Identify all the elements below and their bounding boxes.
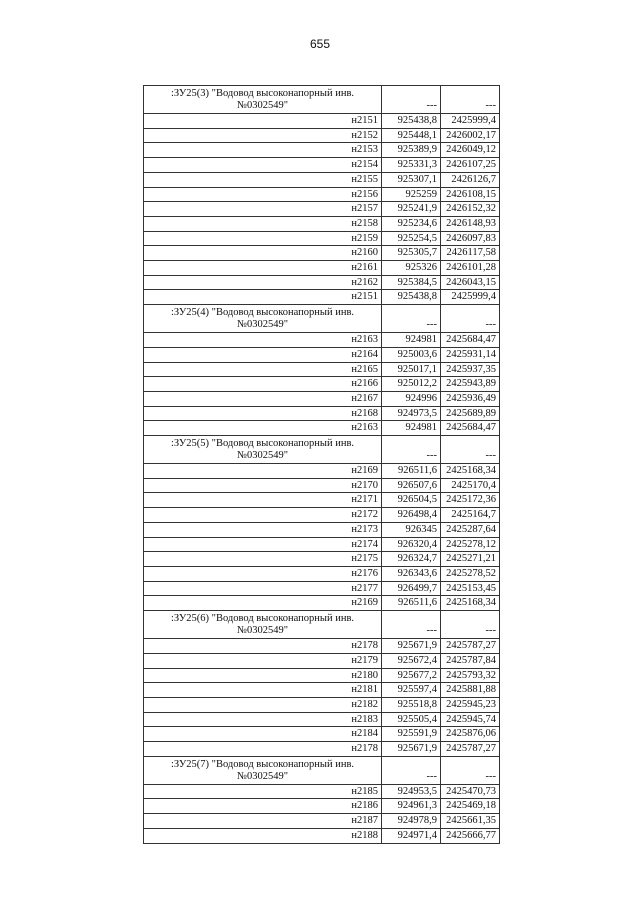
- y-coordinate-cell: 2426117,58: [441, 246, 500, 261]
- x-coordinate-cell: 925017,1: [382, 362, 441, 377]
- x-coordinate-cell: 925438,8: [382, 290, 441, 305]
- y-coordinate-cell: 2425999,4: [441, 290, 500, 305]
- y-coordinate-cell: 2425278,52: [441, 566, 500, 581]
- group-title-line2: №0302549": [236, 625, 289, 637]
- y-coordinate-cell: 2425287,64: [441, 522, 500, 537]
- x-coordinate-cell: 924961,3: [382, 799, 441, 814]
- group-y-placeholder: ---: [441, 305, 500, 333]
- y-coordinate-cell: 2425943,89: [441, 377, 500, 392]
- group-title-line1: :ЗУ25(3) "Водовод высоконапорный инв.: [170, 88, 355, 99]
- x-coordinate-cell: 925326: [382, 261, 441, 276]
- group-header-row: [144, 305, 500, 333]
- x-coordinate-cell: 926320,4: [382, 537, 441, 552]
- table-row: [144, 508, 500, 523]
- table-row: [144, 799, 500, 814]
- table-row: [144, 464, 500, 479]
- point-id-cell: н2185: [144, 784, 382, 799]
- group-title: [144, 305, 382, 333]
- table-row: [144, 362, 500, 377]
- x-coordinate-cell: 925597,4: [382, 683, 441, 698]
- y-coordinate-cell: 2425470,73: [441, 784, 500, 799]
- x-coordinate-cell: 924978,9: [382, 814, 441, 829]
- group-header-row: [144, 756, 500, 784]
- y-coordinate-cell: 2425787,27: [441, 742, 500, 757]
- x-coordinate-cell: 925438,8: [382, 114, 441, 129]
- y-coordinate-cell: 2425469,18: [441, 799, 500, 814]
- point-id-cell: н2168: [144, 406, 382, 421]
- table-row: [144, 114, 500, 129]
- table-row: [144, 421, 500, 436]
- coordinates-table: [143, 85, 500, 844]
- point-id-cell: н2167: [144, 391, 382, 406]
- point-id-cell: н2180: [144, 668, 382, 683]
- point-id-cell: н2175: [144, 552, 382, 567]
- table-row: [144, 406, 500, 421]
- table-row: [144, 566, 500, 581]
- x-coordinate-cell: 924981: [382, 421, 441, 436]
- x-coordinate-cell: 926511,6: [382, 464, 441, 479]
- x-coordinate-cell: 925003,6: [382, 347, 441, 362]
- group-x-placeholder: ---: [382, 86, 441, 114]
- point-id-cell: н2153: [144, 143, 382, 158]
- group-title-line2: №0302549": [236, 450, 289, 462]
- table-row: [144, 347, 500, 362]
- group-x-placeholder: ---: [382, 756, 441, 784]
- y-coordinate-cell: 2425278,12: [441, 537, 500, 552]
- point-id-cell: н2170: [144, 478, 382, 493]
- x-coordinate-cell: 925505,4: [382, 712, 441, 727]
- y-coordinate-cell: 2425170,4: [441, 478, 500, 493]
- group-title: [144, 756, 382, 784]
- group-header-row: [144, 436, 500, 464]
- x-coordinate-cell: 926504,5: [382, 493, 441, 508]
- y-coordinate-cell: 2425787,84: [441, 653, 500, 668]
- point-id-cell: н2165: [144, 362, 382, 377]
- y-coordinate-cell: 2426101,28: [441, 261, 500, 276]
- group-title: [144, 86, 382, 114]
- table-row: [144, 216, 500, 231]
- y-coordinate-cell: 2425999,4: [441, 114, 500, 129]
- point-id-cell: н2163: [144, 333, 382, 348]
- point-id-cell: н2169: [144, 596, 382, 611]
- x-coordinate-cell: 925241,9: [382, 202, 441, 217]
- table-row: [144, 668, 500, 683]
- y-coordinate-cell: 2425945,74: [441, 712, 500, 727]
- x-coordinate-cell: 924996: [382, 391, 441, 406]
- table-row: [144, 261, 500, 276]
- group-title-line1: :ЗУ25(6) "Водовод высоконапорный инв.: [170, 613, 355, 625]
- table-row: [144, 683, 500, 698]
- y-coordinate-cell: 2425168,34: [441, 596, 500, 611]
- point-id-cell: н2178: [144, 639, 382, 654]
- table-row: [144, 158, 500, 173]
- y-coordinate-cell: 2425684,47: [441, 333, 500, 348]
- point-id-cell: н2169: [144, 464, 382, 479]
- page-number: 655: [309, 37, 331, 51]
- y-coordinate-cell: 2425876,06: [441, 727, 500, 742]
- point-id-cell: н2178: [144, 742, 382, 757]
- table-row: [144, 581, 500, 596]
- x-coordinate-cell: 926511,6: [382, 596, 441, 611]
- table-row: [144, 143, 500, 158]
- x-coordinate-cell: 925389,9: [382, 143, 441, 158]
- point-id-cell: н2163: [144, 421, 382, 436]
- y-coordinate-cell: 2426049,12: [441, 143, 500, 158]
- y-coordinate-cell: 2425689,89: [441, 406, 500, 421]
- x-coordinate-cell: 924971,4: [382, 828, 441, 843]
- point-id-cell: н2186: [144, 799, 382, 814]
- table-row: [144, 478, 500, 493]
- y-coordinate-cell: 2426002,17: [441, 128, 500, 143]
- group-y-placeholder: ---: [441, 86, 500, 114]
- y-coordinate-cell: 2425168,34: [441, 464, 500, 479]
- x-coordinate-cell: 925259: [382, 187, 441, 202]
- x-coordinate-cell: 925677,2: [382, 668, 441, 683]
- group-y-placeholder: ---: [441, 756, 500, 784]
- y-coordinate-cell: 2426148,93: [441, 216, 500, 231]
- y-coordinate-cell: 2426107,25: [441, 158, 500, 173]
- x-coordinate-cell: 925671,9: [382, 639, 441, 654]
- point-id-cell: н2181: [144, 683, 382, 698]
- point-id-cell: н2179: [144, 653, 382, 668]
- group-x-placeholder: ---: [382, 305, 441, 333]
- point-id-cell: н2159: [144, 231, 382, 246]
- table-row: [144, 596, 500, 611]
- y-coordinate-cell: 2425787,27: [441, 639, 500, 654]
- point-id-cell: н2172: [144, 508, 382, 523]
- table-row: [144, 712, 500, 727]
- table-row: [144, 246, 500, 261]
- group-title-line2: №0302549": [236, 770, 289, 782]
- group-x-placeholder: ---: [382, 611, 441, 639]
- x-coordinate-cell: 925305,7: [382, 246, 441, 261]
- y-coordinate-cell: 2425172,36: [441, 493, 500, 508]
- x-coordinate-cell: 924973,5: [382, 406, 441, 421]
- x-coordinate-cell: 924981: [382, 333, 441, 348]
- x-coordinate-cell: 926499,7: [382, 581, 441, 596]
- x-coordinate-cell: 924953,5: [382, 784, 441, 799]
- y-coordinate-cell: 2425931,14: [441, 347, 500, 362]
- table-row: [144, 552, 500, 567]
- y-coordinate-cell: 2426152,32: [441, 202, 500, 217]
- group-y-placeholder: ---: [441, 436, 500, 464]
- point-id-cell: н2151: [144, 114, 382, 129]
- point-id-cell: н2161: [144, 261, 382, 276]
- point-id-cell: н2171: [144, 493, 382, 508]
- x-coordinate-cell: 925671,9: [382, 742, 441, 757]
- group-header-row: [144, 611, 500, 639]
- x-coordinate-cell: 926345: [382, 522, 441, 537]
- y-coordinate-cell: 2426097,83: [441, 231, 500, 246]
- y-coordinate-cell: 2425936,49: [441, 391, 500, 406]
- table-row: [144, 187, 500, 202]
- group-title-line2: №0302549": [236, 100, 289, 111]
- group-title-line1: :ЗУ25(5) "Водовод высоконапорный инв.: [170, 438, 355, 450]
- group-x-placeholder: ---: [382, 436, 441, 464]
- y-coordinate-cell: 2425666,77: [441, 828, 500, 843]
- x-coordinate-cell: 926507,6: [382, 478, 441, 493]
- y-coordinate-cell: 2425153,45: [441, 581, 500, 596]
- point-id-cell: н2176: [144, 566, 382, 581]
- x-coordinate-cell: 926324,7: [382, 552, 441, 567]
- table-row: [144, 814, 500, 829]
- point-id-cell: н2174: [144, 537, 382, 552]
- coordinates-table-body: [144, 86, 500, 844]
- y-coordinate-cell: 2425937,35: [441, 362, 500, 377]
- group-title-line2: №0302549": [236, 319, 289, 331]
- x-coordinate-cell: 925331,3: [382, 158, 441, 173]
- table-row: [144, 231, 500, 246]
- table-row: [144, 128, 500, 143]
- group-header-row: [144, 86, 500, 114]
- table-row: [144, 377, 500, 392]
- table-row: [144, 639, 500, 654]
- x-coordinate-cell: 925012,2: [382, 377, 441, 392]
- y-coordinate-cell: 2426108,15: [441, 187, 500, 202]
- y-coordinate-cell: 2425881,88: [441, 683, 500, 698]
- point-id-cell: н2162: [144, 275, 382, 290]
- point-id-cell: н2166: [144, 377, 382, 392]
- x-coordinate-cell: 926343,6: [382, 566, 441, 581]
- point-id-cell: н2158: [144, 216, 382, 231]
- table-row: [144, 653, 500, 668]
- table-row: [144, 697, 500, 712]
- point-id-cell: н2154: [144, 158, 382, 173]
- group-title-line1: :ЗУ25(7) "Водовод высоконапорный инв.: [170, 758, 355, 770]
- point-id-cell: н2183: [144, 712, 382, 727]
- y-coordinate-cell: 2425684,47: [441, 421, 500, 436]
- group-title: [144, 611, 382, 639]
- table-row: [144, 202, 500, 217]
- table-row: [144, 391, 500, 406]
- table-row: [144, 275, 500, 290]
- group-title: [144, 436, 382, 464]
- group-y-placeholder: ---: [441, 611, 500, 639]
- x-coordinate-cell: 925234,6: [382, 216, 441, 231]
- group-title-line1: :ЗУ25(4) "Водовод высоконапорный инв.: [170, 307, 355, 319]
- table-row: [144, 742, 500, 757]
- x-coordinate-cell: 925254,5: [382, 231, 441, 246]
- table-row: [144, 172, 500, 187]
- x-coordinate-cell: 925672,4: [382, 653, 441, 668]
- point-id-cell: н2182: [144, 697, 382, 712]
- table-row: [144, 537, 500, 552]
- point-id-cell: н2160: [144, 246, 382, 261]
- x-coordinate-cell: 925591,9: [382, 727, 441, 742]
- point-id-cell: н2187: [144, 814, 382, 829]
- table-row: [144, 522, 500, 537]
- point-id-cell: н2155: [144, 172, 382, 187]
- x-coordinate-cell: 925384,5: [382, 275, 441, 290]
- table-row: [144, 784, 500, 799]
- point-id-cell: н2152: [144, 128, 382, 143]
- point-id-cell: н2151: [144, 290, 382, 305]
- y-coordinate-cell: 2425164,7: [441, 508, 500, 523]
- point-id-cell: н2157: [144, 202, 382, 217]
- y-coordinate-cell: 2426126,7: [441, 172, 500, 187]
- x-coordinate-cell: 925307,1: [382, 172, 441, 187]
- point-id-cell: н2173: [144, 522, 382, 537]
- x-coordinate-cell: 926498,4: [382, 508, 441, 523]
- table-row: [144, 333, 500, 348]
- point-id-cell: н2184: [144, 727, 382, 742]
- y-coordinate-cell: 2425271,21: [441, 552, 500, 567]
- point-id-cell: н2156: [144, 187, 382, 202]
- point-id-cell: н2188: [144, 828, 382, 843]
- y-coordinate-cell: 2426043,15: [441, 275, 500, 290]
- point-id-cell: н2164: [144, 347, 382, 362]
- x-coordinate-cell: 925518,8: [382, 697, 441, 712]
- y-coordinate-cell: 2425661,35: [441, 814, 500, 829]
- table-row: [144, 493, 500, 508]
- table-row: [144, 290, 500, 305]
- x-coordinate-cell: 925448,1: [382, 128, 441, 143]
- point-id-cell: н2177: [144, 581, 382, 596]
- table-row: [144, 727, 500, 742]
- y-coordinate-cell: 2425793,32: [441, 668, 500, 683]
- table-row: [144, 828, 500, 843]
- y-coordinate-cell: 2425945,23: [441, 697, 500, 712]
